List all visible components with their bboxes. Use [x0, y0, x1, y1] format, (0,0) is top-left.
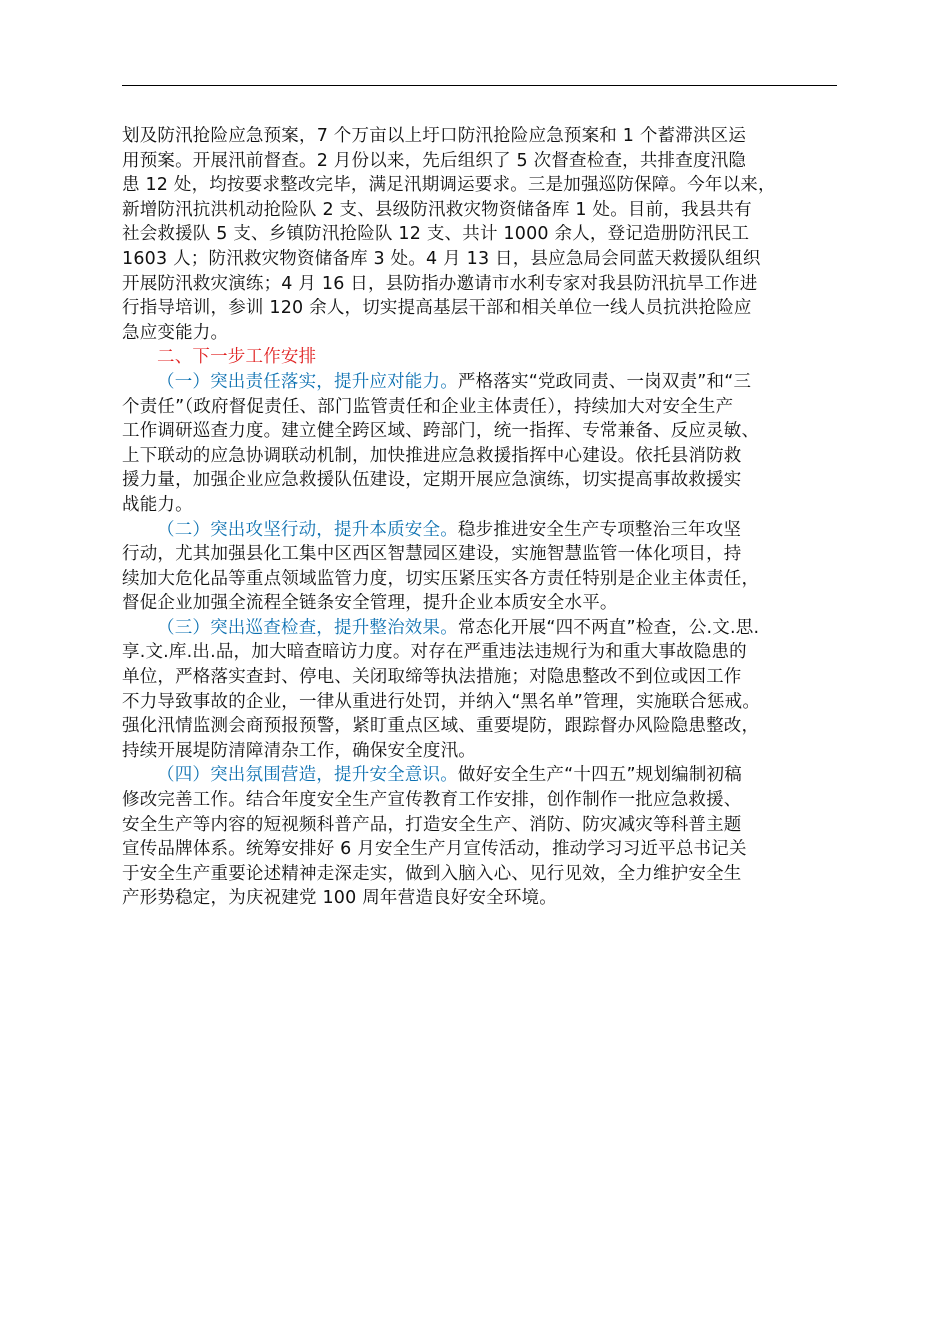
text-line: 行动，尤其加强县化工集中区西区智慧园区建设，实施智慧监管一体化项目，持	[122, 544, 742, 565]
text-line: 不力导致事故的企业，一律从重进行处罚，并纳入“黑名单”管理，实施联合惩戒。	[122, 691, 761, 712]
text-line: 患 12 处，均按要求整改完毕，满足汛期调运要求。三是加强巡防保障。今年以来，	[122, 175, 776, 196]
header-rule	[122, 85, 837, 86]
item-first-rest: 做好安全生产“十四五”规划编制初稿	[457, 765, 742, 786]
item-inspection	[122, 616, 842, 764]
text-line: 社会救援队 5 支、乡镇防汛抢险队 12 支、共计 1000 余人，登记造册防汛民工	[122, 224, 750, 245]
text-line: 急应变能力。	[122, 322, 229, 343]
text-line: 续加大危化品等重点领域监管力度，切实压紧压实各方责任特别是企业主体责任，	[122, 568, 760, 589]
item-first-rest: 常态化开展“四不两直”检查，公.文.思.	[457, 617, 760, 638]
text-line: 援力量，加强企业应急救援队伍建设，定期开展应急演练，切实提高事故救援实	[122, 470, 742, 491]
item-lead: （三）突出巡查检查，提升整治效果。	[157, 617, 458, 638]
item-first-line	[122, 370, 842, 395]
item-first-line	[122, 616, 842, 641]
section-heading-text: 二、下一步工作安排	[157, 347, 317, 368]
document-body	[122, 124, 842, 911]
text-line: 持续开展堤防清障清杂工作，确保安全度汛。	[122, 740, 476, 761]
item-lead: （一）突出责任落实，提升应对能力。	[157, 371, 458, 392]
item-responsibility	[122, 370, 842, 518]
text-line: 于安全生产重要论述精神走深走实，做到入脑入心、见行见效，全力维护安全生	[122, 863, 742, 884]
item-tough-actions	[122, 518, 842, 616]
text-line: 督促企业加强全流程全链条安全管理，提升企业本质安全水平。	[122, 593, 618, 614]
text-line: 强化汛情监测会商预报预警，紧盯重点区域、重要堤防，跟踪督办风险隐患整改，	[122, 716, 760, 737]
text-line: 新增防汛抗洪机动抢险队 2 支、县级防汛救灾物资储备库 1 处。目前，我县共有	[122, 199, 752, 220]
item-first-line	[122, 763, 842, 788]
paragraph-flood-preparedness	[122, 124, 842, 345]
text-line: 单位，严格落实查封、停电、关闭取缔等执法措施；对隐患整改不到位或因工作	[122, 667, 742, 688]
text-line: 享.文.库.出.品，加大暗查暗访力度。对存在严重违法违规行为和重大事故隐患的	[122, 642, 747, 663]
text-line: 划及防汛抢险应急预案，7 个万亩以上圩口防汛抢险应急预案和 1 个蓄滞洪区运	[122, 126, 747, 146]
item-first-rest: 稳步推进安全生产专项整治三年攻坚	[457, 519, 742, 540]
item-first-line	[122, 518, 842, 543]
text-line: 产形势稳定，为庆祝建党 100 周年营造良好安全环境。	[122, 888, 557, 909]
text-line: 宣传品牌体系。统筹安排好 6 月安全生产月宣传活动，推动学习习近平总书记关	[122, 839, 747, 860]
item-first-rest: 严格落实“党政同责、一岗双责”和“三	[457, 371, 752, 392]
text-line: 工作调研巡查力度。建立健全跨区域、跨部门，统一指挥、专常兼备、反应灵敏、	[122, 421, 760, 442]
item-lead: （四）突出氛围营造，提升安全意识。	[157, 765, 458, 786]
text-line: 战能力。	[122, 494, 193, 515]
text-line: 行指导培训，参训 120 余人，切实提高基层干部和相关单位一线人员抗洪抢险应	[122, 298, 752, 319]
text-line: 用预案。开展汛前督查。2 月份以来，先后组织了 5 次督查检查，共排查度汛隐	[122, 150, 747, 171]
text-line: 上下联动的应急协调联动机制，加快推进应急救援指挥中心建设。依托县消防救	[122, 445, 742, 466]
text-line: 修改完善工作。结合年度安全生产宣传教育工作安排，创作制作一批应急救援、	[122, 790, 742, 811]
item-atmosphere	[122, 763, 842, 911]
text-line: 个责任”（政府督促责任、部门监管责任和企业主体责任），持续加大对安全生产	[122, 396, 734, 417]
text-line: 1603 人；防汛救灾物资储备库 3 处。4 月 13 日，县应急局会同蓝天救援队组织	[122, 248, 761, 269]
text-line: 安全生产等内容的短视频科普产品，打造安全生产、消防、防灾减灾等科普主题	[122, 814, 742, 835]
text-line: 开展防汛救灾演练；4 月 16 日，县防指办邀请市水利专家对我县防汛抗旱工作进	[122, 273, 758, 294]
section-heading	[122, 345, 842, 370]
item-lead: （二）突出攻坚行动，提升本质安全。	[157, 519, 458, 540]
